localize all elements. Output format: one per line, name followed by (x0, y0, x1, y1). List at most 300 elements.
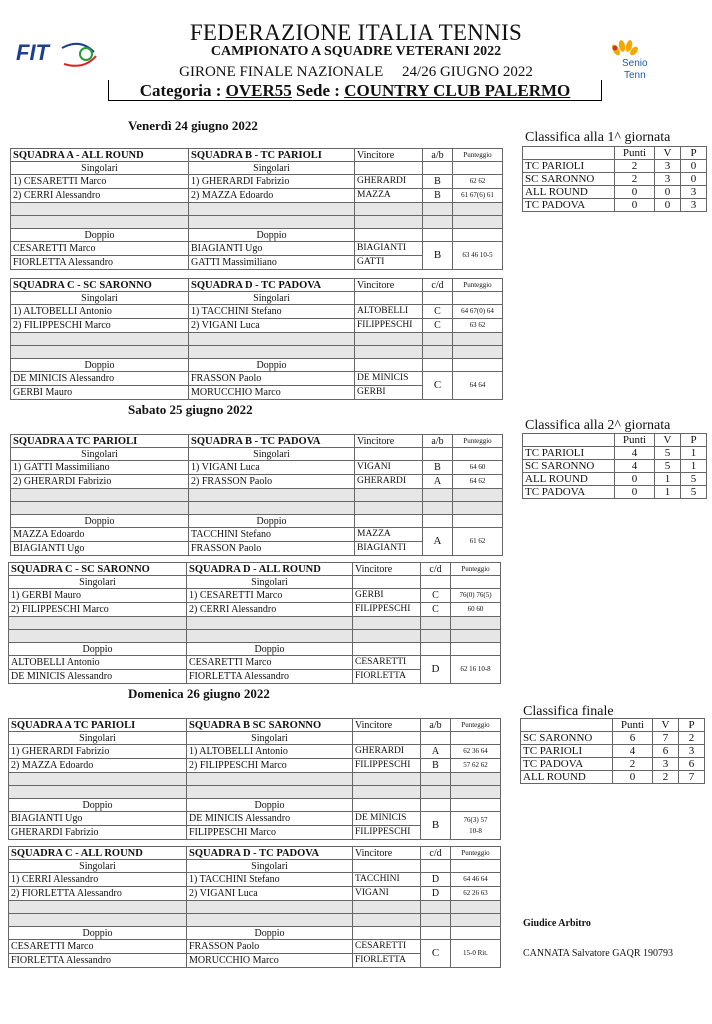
match-score: 64 60 (453, 461, 503, 475)
spacer-cell (421, 773, 451, 786)
spacer-cell (187, 901, 353, 914)
doubles-label: Doppio (189, 359, 355, 372)
spacer-cell (189, 333, 355, 346)
wins-value: 3 (653, 758, 679, 771)
player1-name: 1) GERBI Mauro (9, 589, 187, 603)
team1-header: SQUADRA A TC PARIOLI (9, 719, 187, 732)
wins-value: 1 (655, 473, 681, 486)
empty-cell (453, 359, 503, 372)
score-header: Punteggio (451, 847, 501, 860)
spacer-cell (9, 786, 187, 799)
standings-table (522, 433, 707, 499)
spacer-cell (187, 914, 353, 927)
winner-name: VIGANI (353, 887, 421, 901)
standings-row (523, 160, 707, 173)
doubles-score-line: 63 46 10-5 (462, 251, 493, 259)
empty-cell (355, 229, 423, 242)
side-header: c/d (421, 847, 451, 860)
winner-name: ALTOBELLI (355, 305, 423, 319)
player2-name: 1) TACCHINI Stefano (189, 305, 355, 319)
match-score: 57 62 62 (451, 759, 501, 773)
doubles-label: Doppio (11, 359, 189, 372)
doubles-winner-a: CESARETTI (353, 656, 421, 670)
singles-label: Singolari (189, 162, 355, 175)
referee-label: Giudice Arbitro (523, 918, 591, 929)
empty-cell (353, 643, 421, 656)
category-banner (108, 80, 602, 101)
fit-logo-text: FIT (16, 40, 49, 65)
spacer-cell (453, 489, 503, 502)
spacer-cell (451, 786, 501, 799)
match-score: 62 62 (453, 175, 503, 189)
spacer-cell (421, 914, 451, 927)
doubles-player1b: DE MINICIS Alessandro (9, 670, 187, 684)
doubles-score-line: 64 64 (469, 381, 486, 389)
winner-side: B (423, 461, 453, 475)
team1-header: SQUADRA A TC PARIOLI (11, 435, 189, 448)
doubles-winner-a: MAZZA (355, 528, 423, 542)
doubles-label: Doppio (9, 643, 187, 656)
side-header: a/b (421, 719, 451, 732)
doubles-score-line: 15-0 Rit. (463, 949, 488, 957)
spacer-cell (423, 203, 453, 216)
player2-name: 2) VIGANI Luca (187, 887, 353, 901)
sede-value: COUNTRY CLUB PALERMO (344, 81, 571, 100)
doubles-label: Doppio (189, 515, 355, 528)
doubles-score (451, 940, 501, 968)
senior-tennis-logo (604, 40, 650, 88)
empty-cell (353, 799, 421, 812)
spacer-cell (453, 216, 503, 229)
spacer-cell (11, 489, 189, 502)
player1-name: 2) MAZZA Edoardo (9, 759, 187, 773)
doubles-player2a: BIAGIANTI Ugo (189, 242, 355, 256)
player1-name: 1) ALTOBELLI Antonio (11, 305, 189, 319)
winner-header: Vincitore (355, 149, 423, 162)
match-table (10, 148, 503, 270)
player2-name: 2) FILIPPESCHI Marco (187, 759, 353, 773)
wins-value: 0 (655, 199, 681, 212)
spacer-cell (11, 502, 189, 515)
doubles-winner-b: GERBI (355, 386, 423, 400)
doubles-player1a: CESARETTI Marco (11, 242, 189, 256)
spacer-cell (353, 630, 421, 643)
wins-value: 3 (655, 160, 681, 173)
doubles-score-line: 62 16 10-8 (460, 665, 491, 673)
match-score: 60 60 (451, 603, 501, 617)
championship-subtitle: CAMPIONATO A SQUADRE VETERANI 2022 (210, 44, 502, 59)
standings-row (523, 486, 707, 499)
match-table (8, 846, 501, 968)
standings-row (521, 745, 705, 758)
player1-name: 2) GHERARDI Fabrizio (11, 475, 189, 489)
losses-value: 0 (681, 173, 707, 186)
standings-col-header: V (655, 147, 681, 160)
standings-col-header: Punti (613, 719, 653, 732)
match-score: 62 26 63 (451, 887, 501, 901)
spacer-cell (187, 786, 353, 799)
doubles-winner-a: BIAGIANTI (355, 242, 423, 256)
match-score: 61 67(6) 61 (453, 189, 503, 203)
winner-header: Vincitore (355, 279, 423, 292)
spacer-cell (451, 773, 501, 786)
points-value: 4 (615, 460, 655, 473)
points-value: 4 (615, 447, 655, 460)
player2-name: 2) CERRI Alessandro (187, 603, 353, 617)
spacer-cell (11, 203, 189, 216)
player2-name: 1) CESARETTI Marco (187, 589, 353, 603)
day-title: Venerdì 24 giugno 2022 (128, 118, 258, 133)
spacer-cell (189, 216, 355, 229)
team-name: SC SARONNO (521, 732, 613, 745)
spacer-cell (11, 333, 189, 346)
standings-col-header: P (679, 719, 705, 732)
player1-name: 2) CERRI Alessandro (11, 189, 189, 203)
winner-name: FILIPPESCHI (353, 603, 421, 617)
doubles-label: Doppio (187, 799, 353, 812)
empty-cell (453, 162, 503, 175)
points-value: 0 (615, 199, 655, 212)
team2-header: SQUADRA D - TC PADOVA (189, 279, 355, 292)
doubles-score (453, 528, 503, 556)
wins-value: 1 (655, 486, 681, 499)
phase-subtitle: GIRONE FINALE NAZIONALE 24/26 GIUGNO 2022 (179, 64, 533, 76)
empty-cell (453, 229, 503, 242)
doubles-player1b: GERBI Mauro (11, 386, 189, 400)
losses-value: 0 (681, 160, 707, 173)
doubles-player1a: DE MINICIS Alessandro (11, 372, 189, 386)
standings-col-header: Punti (615, 434, 655, 447)
doubles-winner-side: B (421, 812, 451, 840)
empty-cell (423, 162, 453, 175)
match-score: 62 36 64 (451, 745, 501, 759)
standings-col-header: Punti (615, 147, 655, 160)
team-name: TC PADOVA (523, 486, 615, 499)
spacer-cell (187, 773, 353, 786)
winner-side: D (421, 873, 451, 887)
empty-cell (423, 229, 453, 242)
standings-col-header: P (681, 147, 707, 160)
team-name: ALL ROUND (521, 771, 613, 784)
doubles-player1a: ALTOBELLI Antonio (9, 656, 187, 670)
spacer-cell (451, 901, 501, 914)
doubles-winner-b: GATTI (355, 256, 423, 270)
winner-name: GERBI (353, 589, 421, 603)
winner-side: D (421, 887, 451, 901)
doubles-player1b: FIORLETTA Alessandro (11, 256, 189, 270)
spacer-cell (9, 901, 187, 914)
doubles-winner-b: BIAGIANTI (355, 542, 423, 556)
doubles-player2b: FRASSON Paolo (189, 542, 355, 556)
score-header: Punteggio (453, 435, 503, 448)
losses-value: 1 (681, 460, 707, 473)
match-table (8, 562, 501, 684)
standings-row (523, 447, 707, 460)
empty-cell (451, 643, 501, 656)
player1-name: 1) GHERARDI Fabrizio (9, 745, 187, 759)
doubles-label: Doppio (187, 643, 353, 656)
winner-header: Vincitore (353, 563, 421, 576)
player1-name: 1) CESARETTI Marco (11, 175, 189, 189)
empty-cell (423, 292, 453, 305)
winner-side: C (421, 589, 451, 603)
player1-name: 2) FILIPPESCHI Marco (11, 319, 189, 333)
spacer-cell (11, 216, 189, 229)
doubles-score (451, 812, 501, 840)
doubles-score (451, 656, 501, 684)
spacer-cell (451, 617, 501, 630)
empty-cell (523, 434, 615, 447)
empty-cell (353, 927, 421, 940)
doubles-score (453, 242, 503, 270)
empty-cell (353, 860, 421, 873)
points-value: 0 (615, 486, 655, 499)
doubles-winner-side: A (423, 528, 453, 556)
doubles-player2a: CESARETTI Marco (187, 656, 353, 670)
doubles-player1a: CESARETTI Marco (9, 940, 187, 954)
federation-title: FEDERAZIONE ITALIA TENNIS (189, 20, 523, 45)
empty-cell (421, 732, 451, 745)
score-header: Punteggio (451, 719, 501, 732)
empty-cell (421, 860, 451, 873)
team-name: TC PARIOLI (521, 745, 613, 758)
team1-header: SQUADRA C - SC SARONNO (11, 279, 189, 292)
wins-value: 5 (655, 460, 681, 473)
match-score: 64 46 64 (451, 873, 501, 887)
match-table (10, 278, 503, 400)
empty-cell (451, 732, 501, 745)
singles-label: Singolari (189, 448, 355, 461)
empty-cell (521, 719, 613, 732)
team1-header: SQUADRA C - ALL ROUND (9, 847, 187, 860)
winner-header: Vincitore (353, 847, 421, 860)
player2-name: 1) ALTOBELLI Antonio (187, 745, 353, 759)
spacer-cell (9, 630, 187, 643)
spacer-cell (11, 346, 189, 359)
losses-value: 2 (679, 732, 705, 745)
doubles-player2a: DE MINICIS Alessandro (187, 812, 353, 826)
winner-side: C (423, 319, 453, 333)
match-table (10, 434, 503, 556)
team-name: TC PARIOLI (523, 447, 615, 460)
losses-value: 7 (679, 771, 705, 784)
spacer-cell (353, 786, 421, 799)
team2-header: SQUADRA D - TC PADOVA (187, 847, 353, 860)
side-header: c/d (423, 279, 453, 292)
doubles-player1a: BIAGIANTI Ugo (9, 812, 187, 826)
standings-row (521, 771, 705, 784)
side-header: a/b (423, 149, 453, 162)
singles-label: Singolari (9, 732, 187, 745)
winner-name: FILIPPESCHI (355, 319, 423, 333)
doubles-winner-b: FILIPPESCHI (353, 826, 421, 840)
winner-header: Vincitore (355, 435, 423, 448)
losses-value: 6 (679, 758, 705, 771)
player1-name: 2) FIORLETTA Alessandro (9, 887, 187, 901)
team-name: SC SARONNO (523, 460, 615, 473)
points-value: 2 (615, 160, 655, 173)
standings-col-header: P (681, 434, 707, 447)
doubles-player2a: FRASSON Paolo (189, 372, 355, 386)
winner-side: A (421, 745, 451, 759)
singles-label: Singolari (11, 448, 189, 461)
wins-value: 3 (655, 173, 681, 186)
doubles-score-line: 61 62 (469, 537, 486, 545)
standings-col-header: V (655, 434, 681, 447)
doubles-player1b: GHERARDI Fabrizio (9, 826, 187, 840)
doubles-label: Doppio (189, 229, 355, 242)
standings-table (522, 146, 707, 212)
spacer-cell (355, 346, 423, 359)
category-label: Categoria : (139, 81, 222, 100)
spacer-cell (355, 489, 423, 502)
team-name: TC PARIOLI (523, 160, 615, 173)
player2-name: 2) FRASSON Paolo (189, 475, 355, 489)
spacer-cell (189, 489, 355, 502)
points-value: 0 (613, 771, 653, 784)
team-name: TC PADOVA (523, 199, 615, 212)
referee-name: CANNATA Salvatore GAQR 190793 (523, 948, 674, 959)
singles-label: Singolari (187, 576, 353, 589)
winner-header: Vincitore (353, 719, 421, 732)
spacer-cell (423, 333, 453, 346)
sede-label: Sede : (296, 81, 340, 100)
points-value: 4 (613, 745, 653, 758)
day-title: Sabato 25 giugno 2022 (128, 402, 253, 417)
team1-header: SQUADRA C - SC SARONNO (9, 563, 187, 576)
category-value: OVER55 (225, 81, 292, 100)
doubles-player1b: BIAGIANTI Ugo (11, 542, 189, 556)
team2-header: SQUADRA B - TC PADOVA (189, 435, 355, 448)
player1-name: 2) FILIPPESCHI Marco (9, 603, 187, 617)
empty-cell (421, 576, 451, 589)
empty-cell (353, 576, 421, 589)
svg-text:Tenn: Tenn (624, 70, 646, 81)
spacer-cell (187, 630, 353, 643)
doubles-winner-a: DE MINICIS (355, 372, 423, 386)
score-header: Punteggio (451, 563, 501, 576)
spacer-cell (453, 346, 503, 359)
empty-cell (453, 448, 503, 461)
standings-row (523, 460, 707, 473)
singles-label: Singolari (187, 860, 353, 873)
doubles-player2b: FIORLETTA Alessandro (187, 670, 353, 684)
doubles-player2b: MORUCCHIO Marco (187, 954, 353, 968)
spacer-cell (423, 346, 453, 359)
wins-value: 0 (655, 186, 681, 199)
doubles-label: Doppio (187, 927, 353, 940)
empty-cell (355, 515, 423, 528)
empty-cell (423, 515, 453, 528)
points-value: 6 (613, 732, 653, 745)
score-header: Punteggio (453, 279, 503, 292)
doubles-score-line: 76(3) 57 (463, 815, 488, 824)
spacer-cell (355, 203, 423, 216)
doubles-label: Doppio (9, 799, 187, 812)
empty-cell (451, 576, 501, 589)
singles-label: Singolari (189, 292, 355, 305)
standings-title: Classifica finale (523, 704, 614, 719)
singles-label: Singolari (187, 732, 353, 745)
empty-cell (451, 860, 501, 873)
points-value: 2 (615, 173, 655, 186)
team2-header: SQUADRA B SC SARONNO (187, 719, 353, 732)
winner-side: B (423, 175, 453, 189)
doubles-label: Doppio (11, 515, 189, 528)
doubles-winner-side: C (423, 372, 453, 400)
match-score: 63 62 (453, 319, 503, 333)
spacer-cell (189, 203, 355, 216)
losses-value: 3 (681, 199, 707, 212)
player2-name: 2) VIGANI Luca (189, 319, 355, 333)
spacer-cell (451, 630, 501, 643)
team-name: TC PADOVA (521, 758, 613, 771)
side-header: c/d (421, 563, 451, 576)
match-score: 76(0) 76(5) (451, 589, 501, 603)
standings-col-header: V (653, 719, 679, 732)
standings-row (523, 199, 707, 212)
empty-cell (453, 292, 503, 305)
doubles-player2b: GATTI Massimiliano (189, 256, 355, 270)
empty-cell (355, 359, 423, 372)
winner-name: FILIPPESCHI (353, 759, 421, 773)
team2-header: SQUADRA B - TC PARIOLI (189, 149, 355, 162)
empty-cell (451, 927, 501, 940)
doubles-label: Doppio (11, 229, 189, 242)
winner-name: GHERARDI (355, 475, 423, 489)
spacer-cell (423, 489, 453, 502)
player2-name: 2) MAZZA Edoardo (189, 189, 355, 203)
standings-title: Classifica alla 2^ giornata (525, 418, 671, 433)
spacer-cell (453, 333, 503, 346)
doubles-winner-side: C (421, 940, 451, 968)
winner-name: GHERARDI (353, 745, 421, 759)
singles-label: Singolari (11, 292, 189, 305)
doubles-label: Doppio (9, 927, 187, 940)
doubles-player2b: MORUCCHIO Marco (189, 386, 355, 400)
empty-cell (423, 448, 453, 461)
spacer-cell (9, 617, 187, 630)
empty-cell (353, 732, 421, 745)
wins-value: 5 (655, 447, 681, 460)
points-value: 2 (613, 758, 653, 771)
spacer-cell (453, 502, 503, 515)
empty-cell (523, 147, 615, 160)
spacer-cell (353, 901, 421, 914)
losses-value: 5 (681, 473, 707, 486)
points-value: 0 (615, 186, 655, 199)
spacer-cell (355, 502, 423, 515)
empty-cell (453, 515, 503, 528)
empty-cell (421, 643, 451, 656)
losses-value: 1 (681, 447, 707, 460)
spacer-cell (421, 630, 451, 643)
doubles-winner-b: FIORLETTA (353, 954, 421, 968)
empty-cell (355, 292, 423, 305)
wins-value: 7 (653, 732, 679, 745)
match-score: 64 62 (453, 475, 503, 489)
day-title: Domenica 26 giugno 2022 (128, 686, 270, 701)
spacer-cell (187, 617, 353, 630)
player2-name: 1) VIGANI Luca (189, 461, 355, 475)
doubles-player1a: MAZZA Edoardo (11, 528, 189, 542)
score-header: Punteggio (453, 149, 503, 162)
winner-side: B (421, 759, 451, 773)
doubles-winner-side: D (421, 656, 451, 684)
spacer-cell (189, 346, 355, 359)
team1-header: SQUADRA A - ALL ROUND (11, 149, 189, 162)
spacer-cell (353, 914, 421, 927)
